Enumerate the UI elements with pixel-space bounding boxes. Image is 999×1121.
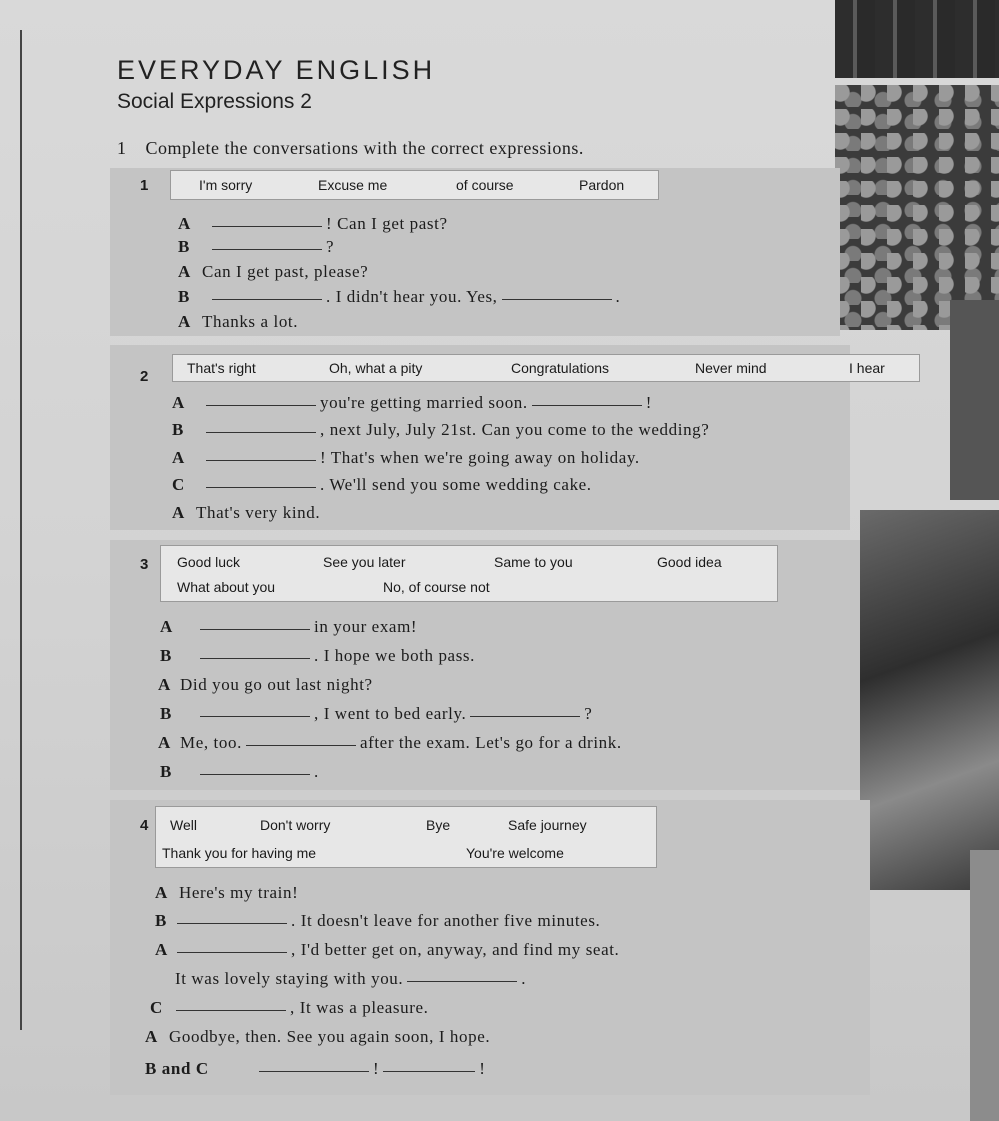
option: Congratulations xyxy=(511,360,610,376)
option: That's right xyxy=(187,360,256,376)
answer-blank[interactable] xyxy=(200,715,310,717)
exercise-instruction xyxy=(117,138,584,159)
answer-blank[interactable] xyxy=(200,773,310,775)
dialogue-line: B . xyxy=(160,762,319,781)
dialogue-line: C . We'll send you some wedding cake. xyxy=(172,475,592,494)
option: Excuse me xyxy=(318,177,388,193)
answer-blank[interactable] xyxy=(212,225,322,227)
instruction-number: 1 xyxy=(117,138,127,158)
dialogue-line: A you're getting married soon. ! xyxy=(172,393,653,412)
dialogue-line: B , I went to bed early. ? xyxy=(160,704,593,723)
dialogue-line: It was lovely staying with you. . xyxy=(175,969,527,988)
dialogue-line: B and C ! ! xyxy=(145,1059,486,1078)
section-1-expression-box xyxy=(170,170,659,200)
answer-blank[interactable] xyxy=(176,1009,286,1011)
section-2-expression-box xyxy=(172,354,920,382)
option: Same to you xyxy=(494,554,573,570)
photo-edge xyxy=(950,300,999,500)
option: Pardon xyxy=(579,177,625,193)
dialogue-line: A Thanks a lot. xyxy=(178,312,299,331)
option: Safe journey xyxy=(508,817,587,833)
dialogue-line: A Goodbye, then. See you again soon, I hope. xyxy=(145,1027,491,1046)
section-3-expression-box xyxy=(160,545,778,602)
section-4-number: 4 xyxy=(140,817,149,834)
answer-blank[interactable] xyxy=(200,657,310,659)
dialogue-line: B . I didn't hear you. Yes, . xyxy=(178,287,621,306)
answer-blank[interactable] xyxy=(177,951,287,953)
answer-blank[interactable] xyxy=(383,1070,475,1072)
photo-bottom-edge xyxy=(970,850,999,1121)
dialogue-line: A , I'd better get on, anyway, and find my seat. xyxy=(155,940,620,959)
page-title: EVERYDAY ENGLISH xyxy=(117,55,436,85)
option: No, of course not xyxy=(383,579,490,595)
photo-shop-top xyxy=(835,0,999,78)
dialogue-line: A That's very kind. xyxy=(172,503,321,522)
option: Bye xyxy=(426,817,451,833)
option: Don't worry xyxy=(260,817,331,833)
section-1-number: 1 xyxy=(140,177,149,194)
option: You're welcome xyxy=(466,845,564,861)
answer-blank[interactable] xyxy=(246,744,356,746)
answer-blank[interactable] xyxy=(470,715,580,717)
page-subtitle: Social Expressions 2 xyxy=(117,90,312,113)
section-2-number: 2 xyxy=(140,368,149,385)
answer-blank[interactable] xyxy=(212,248,322,250)
dialogue-line: A Did you go out last night? xyxy=(158,675,373,694)
answer-blank[interactable] xyxy=(407,980,517,982)
answer-blank[interactable] xyxy=(502,298,612,300)
section-3-number: 3 xyxy=(140,556,149,573)
option: Oh, what a pity xyxy=(329,360,423,376)
dialogue-line: C , It was a pleasure. xyxy=(150,998,429,1017)
option: Good idea xyxy=(657,554,722,570)
answer-blank[interactable] xyxy=(206,404,316,406)
option: What about you xyxy=(177,579,276,595)
option: See you later xyxy=(323,554,406,570)
dialogue-line: A ! Can I get past? xyxy=(178,214,448,233)
dialogue-line: B ? xyxy=(178,237,335,256)
answer-blank[interactable] xyxy=(212,298,322,300)
section-4-expression-box xyxy=(155,806,657,868)
option: Well xyxy=(170,817,197,833)
dialogue-line: A Can I get past, please? xyxy=(178,262,369,281)
photo-people xyxy=(860,510,999,890)
dialogue-line: A Here's my train! xyxy=(155,883,299,902)
dialogue-line: B , next July, July 21st. Can you come to the wedding? xyxy=(172,420,710,439)
answer-blank[interactable] xyxy=(206,431,316,433)
dialogue-line: A ! That's when we're going away on holiday. xyxy=(172,448,640,467)
dialogue-line: B . I hope we both pass. xyxy=(160,646,475,665)
option: Never mind xyxy=(695,360,767,376)
answer-blank[interactable] xyxy=(200,628,310,630)
instruction-text: Complete the conversations with the correct expressions. xyxy=(145,138,584,158)
answer-blank[interactable] xyxy=(259,1070,369,1072)
dialogue-line: A in your exam! xyxy=(160,617,418,636)
dialogue-line: B . It doesn't leave for another five minutes. xyxy=(155,911,601,930)
photo-fruit-stall xyxy=(835,85,999,330)
answer-blank[interactable] xyxy=(532,404,642,406)
answer-blank[interactable] xyxy=(177,922,287,924)
dialogue-line: A Me, too. after the exam. Let's go for a drink. xyxy=(158,733,622,752)
answer-blank[interactable] xyxy=(206,486,316,488)
option: of course xyxy=(456,177,514,193)
option: I hear xyxy=(849,360,885,376)
option: Thank you for having me xyxy=(162,845,317,861)
answer-blank[interactable] xyxy=(206,459,316,461)
option: Good luck xyxy=(177,554,241,570)
option: I'm sorry xyxy=(199,177,253,193)
page-binding-line xyxy=(20,30,22,1030)
